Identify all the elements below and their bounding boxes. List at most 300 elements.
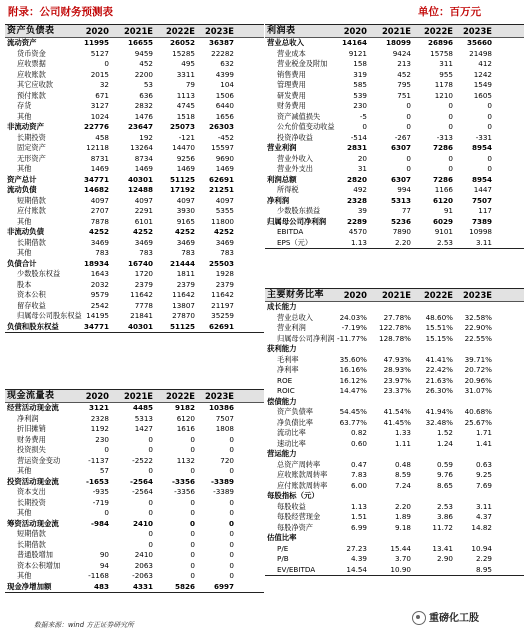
value-cell: 32 — [99, 80, 109, 89]
year-header: 2022E — [165, 391, 195, 401]
value-cell: 4570 — [348, 227, 367, 236]
value-cell: 0 — [406, 164, 411, 173]
table-row — [5, 561, 264, 572]
table-row — [265, 428, 524, 439]
row-label: 每股经营现金 — [277, 512, 321, 521]
cash-flow-table — [5, 389, 264, 593]
value-cell: 0 — [148, 539, 153, 549]
value-cell: 751 — [397, 90, 411, 100]
value-cell: 0.63 — [475, 459, 492, 469]
value-cell: 0 — [406, 111, 411, 121]
value-cell: 35.60% — [339, 354, 367, 364]
value-cell: 311 — [439, 59, 453, 68]
value-cell: 1.33 — [394, 428, 411, 437]
value-cell: 41.54% — [383, 407, 411, 416]
row-label: 折旧摊销 — [17, 424, 46, 433]
value-cell: 6997 — [213, 581, 234, 591]
value-cell: 2410 — [132, 518, 153, 528]
table-row — [265, 38, 524, 49]
value-cell: 1427 — [134, 424, 153, 433]
row-label: 少数股东损益 — [277, 206, 321, 215]
value-cell: 1.13 — [350, 237, 367, 247]
row-label: 每股净资产 — [277, 522, 313, 532]
row-label: 无形资产 — [17, 153, 46, 163]
value-cell: 0 — [229, 434, 234, 444]
value-cell: 2410 — [134, 550, 153, 559]
value-cell: 41.41% — [425, 354, 453, 364]
row-label: EBITDA — [277, 227, 304, 236]
value-cell: 77 — [401, 206, 411, 215]
value-cell: 3121 — [88, 403, 109, 412]
value-cell: 1447 — [473, 185, 492, 194]
table-row — [5, 185, 264, 196]
table-row — [265, 112, 524, 123]
table-row — [265, 206, 524, 217]
table-row — [265, 365, 524, 376]
table-row — [265, 91, 524, 102]
value-cell: -719 — [92, 497, 109, 507]
value-cell: 1506 — [215, 90, 234, 100]
table-row — [265, 80, 524, 91]
value-cell: 8954 — [471, 174, 492, 184]
value-cell: 1132 — [176, 455, 195, 465]
row-label: 长期投资 — [17, 497, 46, 507]
value-cell: 1242 — [473, 69, 492, 79]
table-row — [5, 101, 264, 112]
value-cell: 18099 — [385, 38, 411, 47]
value-cell: 128.78% — [379, 333, 411, 343]
table-row — [265, 491, 524, 502]
table-row — [5, 70, 264, 81]
value-cell: 0 — [406, 122, 411, 131]
value-cell: 15758 — [430, 48, 453, 58]
value-cell: 7286 — [432, 174, 453, 184]
value-cell: 47.93% — [383, 354, 411, 364]
value-cell: 15.44 — [390, 543, 411, 553]
table-row — [5, 301, 264, 312]
value-cell: 21251 — [208, 185, 234, 194]
row-label: 资本公积 — [17, 290, 46, 299]
value-cell: 14164 — [341, 38, 367, 47]
value-cell: 495 — [181, 59, 195, 68]
row-label: 应收账款 — [17, 69, 46, 79]
value-cell: 0 — [148, 508, 153, 517]
value-cell: 1643 — [90, 269, 109, 278]
value-cell: 6307 — [390, 143, 411, 152]
value-cell: 117 — [478, 206, 492, 215]
value-cell: 10.90 — [390, 564, 411, 574]
row-label: 偿债能力 — [267, 396, 297, 406]
value-cell: 2832 — [134, 101, 153, 110]
table-row — [265, 49, 524, 60]
table-header-row — [265, 288, 524, 302]
value-cell: 39 — [357, 206, 367, 215]
value-cell: 32.58% — [464, 312, 492, 322]
row-label: 投资净收益 — [277, 132, 313, 142]
value-cell: 26303 — [208, 122, 234, 131]
value-cell: 7890 — [392, 227, 411, 236]
row-label: 投资损失 — [17, 445, 46, 454]
row-label: 财务费用 — [277, 101, 306, 110]
table-row — [265, 323, 524, 334]
year-header: 2022E — [165, 26, 195, 36]
value-cell: 7878 — [90, 216, 109, 226]
value-cell: 539 — [353, 90, 367, 100]
value-cell: 492 — [353, 185, 367, 194]
row-label: 流动资产 — [7, 38, 37, 47]
value-cell: 0 — [148, 497, 153, 507]
table-row — [265, 376, 524, 387]
value-cell: 0 — [229, 508, 234, 517]
row-label: 每股指标（元） — [267, 491, 319, 500]
value-cell: 9424 — [392, 48, 411, 58]
table-row — [5, 175, 264, 186]
table-row — [265, 313, 524, 324]
value-cell: 4.39 — [350, 554, 367, 563]
value-cell: 158 — [353, 59, 367, 68]
value-cell: 79 — [185, 80, 195, 89]
table-title: 现金流量表 — [7, 391, 55, 401]
row-label: 归属母公司净利润 — [277, 333, 335, 343]
value-cell: 14470 — [172, 143, 195, 152]
value-cell: 3127 — [90, 101, 109, 110]
row-label: 营运能力 — [267, 449, 297, 458]
income-statement-table — [265, 24, 524, 249]
year-header: 2023E — [204, 391, 234, 401]
value-cell: 15597 — [211, 143, 234, 152]
table-row — [5, 519, 264, 530]
value-cell: 3469 — [134, 237, 153, 247]
value-cell: 7.83 — [350, 470, 367, 479]
value-cell: 4097 — [215, 195, 234, 205]
value-cell: 1210 — [434, 90, 453, 100]
value-cell: 994 — [397, 185, 411, 194]
row-label: 每股收益 — [277, 501, 306, 511]
value-cell: -2564 — [130, 476, 153, 486]
value-cell: 22.90% — [464, 323, 492, 332]
value-cell: 14.82 — [471, 522, 492, 532]
value-cell: 795 — [397, 80, 411, 89]
value-cell: 3.11 — [475, 501, 492, 511]
table-row — [265, 154, 524, 165]
table-row — [265, 418, 524, 429]
row-label: 应付账款周转率 — [277, 480, 328, 490]
table-row — [5, 112, 264, 123]
value-cell: 7286 — [432, 143, 453, 152]
row-label: 资产减值损失 — [277, 111, 321, 121]
row-label: ROIC — [277, 386, 295, 395]
value-cell: -331 — [475, 132, 492, 142]
value-cell: 34771 — [83, 174, 109, 184]
value-cell: -3389 — [213, 487, 234, 496]
value-cell: 458 — [95, 132, 109, 142]
value-cell: 2289 — [346, 216, 367, 226]
value-cell: 2328 — [90, 413, 109, 423]
table-row — [265, 164, 524, 175]
value-cell: -3389 — [211, 476, 234, 486]
value-cell: 6101 — [134, 216, 153, 226]
table-row — [265, 449, 524, 460]
value-cell: -121 — [178, 132, 195, 142]
value-cell: 7507 — [471, 195, 492, 205]
table-row — [265, 565, 524, 577]
value-cell: 11642 — [172, 290, 195, 299]
value-cell: 23.37% — [383, 386, 411, 395]
row-label: ROE — [277, 375, 293, 385]
value-cell: 2.20 — [394, 237, 411, 247]
value-cell: 0 — [487, 153, 492, 163]
row-label: 资产总计 — [7, 174, 37, 184]
value-cell: 11800 — [211, 216, 234, 226]
table-row — [5, 550, 264, 561]
row-label: 其他 — [17, 571, 32, 580]
row-label: 营运资金变动 — [17, 455, 61, 465]
value-cell: 0 — [448, 122, 453, 131]
row-label: 经营活动现金流 — [7, 403, 59, 412]
value-cell: 4252 — [174, 227, 195, 236]
value-cell: 5826 — [174, 581, 195, 591]
value-cell: 4485 — [132, 403, 153, 412]
row-label: 应付账款 — [17, 206, 46, 215]
value-cell: 2.29 — [475, 554, 492, 563]
value-cell: 16740 — [127, 258, 153, 268]
year-header: 2022E — [423, 26, 453, 36]
table-row — [5, 49, 264, 60]
value-cell: 1178 — [434, 80, 453, 89]
row-label: 销售费用 — [277, 69, 306, 79]
value-cell: 26.30% — [425, 386, 453, 395]
appendix-title: 附录：公司财务预测表 — [8, 6, 113, 18]
row-label: 资本公积增加 — [17, 560, 61, 570]
value-cell: 1.89 — [394, 512, 411, 521]
table-row — [265, 386, 524, 397]
table-row — [265, 175, 524, 186]
value-cell: 4252 — [132, 227, 153, 236]
value-cell: 0 — [148, 466, 153, 475]
value-cell: 6120 — [432, 195, 453, 205]
value-cell: 0.59 — [436, 459, 453, 469]
value-cell: 6029 — [432, 216, 453, 226]
row-label: 净负债比率 — [277, 417, 313, 427]
row-label: 留存收益 — [17, 300, 46, 310]
value-cell: -1653 — [86, 476, 109, 486]
value-cell: 4252 — [213, 227, 234, 236]
value-cell: 671 — [95, 90, 109, 100]
value-cell: 94 — [99, 560, 109, 570]
table-row — [265, 217, 524, 228]
value-cell: 2831 — [346, 143, 367, 152]
value-cell: 0 — [104, 59, 109, 68]
value-cell: 2291 — [134, 206, 153, 215]
value-cell: 2.53 — [436, 237, 453, 247]
table-row — [5, 424, 264, 435]
table-row — [265, 344, 524, 355]
row-label: 营业成本 — [277, 48, 306, 58]
value-cell: 4097 — [176, 195, 195, 205]
value-cell: 6.00 — [350, 480, 367, 490]
value-cell: 1.71 — [475, 428, 492, 437]
value-cell: 2542 — [90, 300, 109, 310]
value-cell: 0 — [448, 164, 453, 173]
value-cell: -267 — [394, 132, 411, 142]
value-cell: 1.51 — [350, 512, 367, 521]
value-cell: 3469 — [176, 237, 195, 247]
row-label: 筹资活动现金流 — [7, 518, 59, 528]
table-header-row — [5, 389, 264, 403]
value-cell: 1518 — [176, 111, 195, 121]
financial-ratios-table — [265, 288, 524, 576]
value-cell: 0 — [229, 466, 234, 475]
value-cell: 21498 — [469, 48, 492, 58]
value-cell: 10386 — [208, 403, 234, 412]
value-cell: 1549 — [473, 80, 492, 89]
table-row — [265, 101, 524, 112]
value-cell: 6307 — [390, 174, 411, 184]
table-row — [5, 59, 264, 70]
row-label: 资产负债率 — [277, 407, 313, 416]
table-row — [265, 439, 524, 450]
value-cell: 5313 — [390, 195, 411, 205]
value-cell: 0 — [190, 508, 195, 517]
value-cell: 9.18 — [394, 522, 411, 532]
value-cell: -452 — [217, 132, 234, 142]
value-cell: 1808 — [215, 424, 234, 433]
value-cell: 51125 — [169, 321, 195, 331]
value-cell: 15.15% — [425, 333, 453, 343]
value-cell: -2063 — [132, 571, 153, 580]
value-cell: 1469 — [90, 164, 109, 173]
value-cell: 3930 — [176, 206, 195, 215]
row-label: 预付账款 — [17, 90, 46, 100]
value-cell: 41.94% — [425, 407, 453, 416]
table-row — [5, 280, 264, 291]
value-cell: 1605 — [473, 90, 492, 100]
value-cell: 0.82 — [350, 428, 367, 437]
table-row — [265, 238, 524, 250]
row-label: 营业利润 — [267, 143, 297, 152]
table-row — [265, 302, 524, 313]
row-label: 利润总额 — [267, 174, 297, 184]
value-cell: 0 — [487, 111, 492, 121]
row-label: 流动负债 — [7, 185, 37, 194]
row-label: 其他 — [17, 216, 32, 226]
value-cell: 483 — [93, 581, 109, 591]
table-row — [5, 540, 264, 551]
table-row — [265, 554, 524, 565]
table-row — [265, 481, 524, 492]
value-cell: 1476 — [134, 111, 153, 121]
value-cell: 2032 — [90, 279, 109, 289]
value-cell: 53 — [143, 80, 153, 89]
value-cell: 91 — [443, 206, 453, 215]
table-row — [265, 533, 524, 544]
row-label: 其他 — [17, 466, 32, 475]
table-title: 资产负债表 — [7, 26, 55, 36]
value-cell: 39.71% — [464, 354, 492, 364]
table-row — [265, 502, 524, 513]
row-label: 普通股增加 — [17, 550, 53, 559]
value-cell: 62691 — [208, 174, 234, 184]
value-cell: 90 — [99, 550, 109, 559]
row-label: 长期借款 — [17, 539, 46, 549]
table-row — [265, 334, 524, 345]
value-cell: 0 — [190, 497, 195, 507]
table-row — [5, 38, 264, 49]
value-cell: 5236 — [390, 216, 411, 226]
row-label: 营业利润 — [277, 323, 306, 332]
value-cell: 31.07% — [464, 386, 492, 395]
row-label: 长期投资 — [17, 132, 46, 142]
value-cell: 48.60% — [425, 312, 453, 322]
value-cell: 13807 — [172, 300, 195, 310]
value-cell: 783 — [220, 248, 234, 257]
value-cell: 28.93% — [383, 365, 411, 374]
row-label: 投资活动现金流 — [7, 476, 59, 486]
value-cell: 0 — [362, 122, 367, 131]
table-row — [265, 59, 524, 70]
value-cell: 9459 — [134, 48, 153, 58]
table-row — [5, 487, 264, 498]
value-cell: 7507 — [215, 413, 234, 423]
table-row — [265, 397, 524, 408]
table-row — [265, 122, 524, 133]
value-cell: -984 — [91, 518, 109, 528]
year-header: 2020 — [343, 290, 367, 300]
table-row — [5, 290, 264, 301]
row-label: P/E — [277, 543, 289, 553]
row-label: 短期借款 — [17, 529, 46, 538]
value-cell: 8731 — [90, 153, 109, 163]
value-cell: 25503 — [208, 258, 234, 268]
value-cell: 104 — [220, 80, 234, 89]
value-cell: 3311 — [176, 69, 195, 79]
table-row — [5, 529, 264, 540]
value-cell: 1.13 — [350, 501, 367, 511]
value-cell: 14195 — [86, 311, 109, 320]
value-cell: -935 — [92, 487, 109, 496]
row-label: 其他 — [17, 164, 32, 173]
table-row — [5, 217, 264, 228]
value-cell: 1192 — [90, 424, 109, 433]
value-cell: 2063 — [134, 560, 153, 570]
table-row — [5, 154, 264, 165]
value-cell: 2200 — [134, 69, 153, 79]
value-cell: 14.54 — [346, 564, 367, 574]
value-cell: 0 — [228, 518, 234, 528]
table-row — [5, 164, 264, 175]
row-label: 短期借款 — [17, 195, 46, 205]
value-cell: 9.25 — [475, 470, 492, 479]
value-cell: 21197 — [211, 300, 234, 310]
value-cell: 40.68% — [464, 407, 492, 416]
table-header-row — [5, 24, 264, 38]
value-cell: -2564 — [132, 487, 153, 496]
table-row — [5, 269, 264, 280]
table-row — [265, 407, 524, 418]
year-header: 2021E — [381, 26, 411, 36]
value-cell: 122.78% — [379, 323, 411, 332]
row-label: 净利率 — [277, 365, 299, 374]
value-cell: 0 — [190, 539, 195, 549]
value-cell: 9182 — [174, 403, 195, 412]
value-cell: 0 — [190, 529, 195, 538]
table-title: 利润表 — [267, 26, 296, 36]
value-cell: 0 — [406, 153, 411, 163]
value-cell: 12118 — [86, 143, 109, 152]
value-cell: -2522 — [132, 455, 153, 465]
value-cell: 21444 — [169, 258, 195, 268]
value-cell: 4097 — [90, 195, 109, 205]
